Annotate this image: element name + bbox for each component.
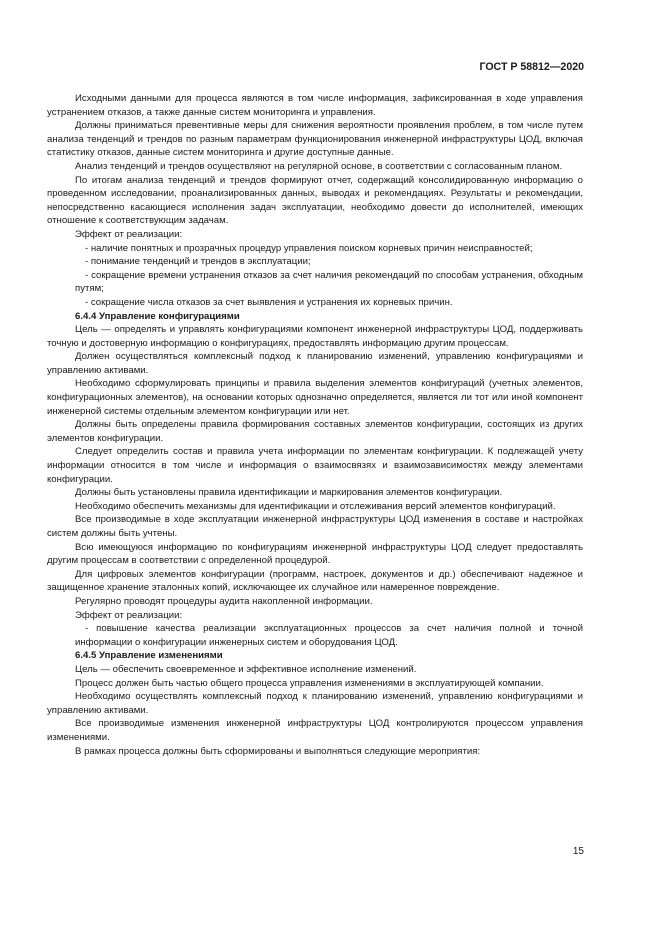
paragraph: Анализ тенденций и трендов осуществляют на регулярной основе, в соответствии с согласованным планом.: [75, 160, 563, 172]
paragraph: Всю имеющуюся информацию по конфигурациям инженерной инфраструктуры ЦОД следует предоставлять другим процессам в соответствии с определенной процедурой.: [47, 541, 583, 567]
paragraph: Все производимые в ходе эксплуатации инженерной инфраструктуры ЦОД изменения в составе и настройках систем должны быть учтены.: [47, 514, 583, 539]
paragraph: Должны приниматься превентивные меры для снижения вероятности проявления проблем, в том числе путем анализа тенденций и трендов по разным параметрам функционирования инженерной инфраструктуры ЦОД, включая статистику отказов, данные систем мониторинга и другие доступные данные.: [47, 120, 583, 159]
list-item: - повышение качества реализации эксплуатационных процессов за счет наличия полной и точной информации о конфигурации инженерных систем и оборудования ЦОД.: [75, 623, 583, 648]
list-item: - сокращение времени устранения отказов за счет наличия рекомендаций по способам устранения, обходным путям;: [75, 269, 583, 295]
paragraph: Цель — определять и управлять конфигурациями компонент инженерной инфраструктуры ЦОД, поддерживать точную и достоверную информацию о конфигурациях, предоставлять информацию другим процессам.: [47, 324, 583, 349]
paragraph: Должен осуществляться комплексный подход к планированию изменений, управлению конфигурациями и управлению активами.: [47, 351, 583, 376]
paragraph: Регулярно проводят процедуры аудита накопленной информации.: [75, 595, 373, 607]
paragraph: Процесс должен быть частью общего процесса управления изменениями в эксплуатирующей компании.: [75, 677, 544, 689]
paragraph: Все производимые изменения инженерной инфраструктуры ЦОД контролируются процессом управления изменениями.: [47, 718, 583, 743]
section-heading: 6.4.4 Управление конфигурациями: [75, 310, 240, 322]
paragraph: Необходимо осуществлять комплексный подход к планированию изменений, управлению конфигурациями и управлению активами.: [47, 691, 583, 716]
list-item: - сокращение числа отказов за счет выявления и устранения их корневых причин.: [85, 296, 453, 308]
paragraph: Следует определить состав и правила учета информации по элементам конфигурации. К подлежащей учету информации относится в том числе и информация о взаимосвязях и взаимозависимостях между элементами конфигурации.: [47, 446, 583, 485]
paragraph: Необходимо обеспечить механизмы для идентификации и отслеживания версий элементов конфигураций.: [75, 500, 556, 512]
paragraph: Необходимо сформулировать принципы и правила выделения элементов конфигураций (учетных элементов, конфигурационных элементов), на основании которых однозначно определяется, является ли тот или иной компонент инженерной системы отдельным элементом конфигурации или нет.: [47, 378, 583, 417]
paragraph: Исходными данными для процесса являются в том числе информация, зафиксированная в ходе управления устранением отказов, а также данные систем мониторинга и управления.: [47, 93, 583, 118]
paragraph: Для цифровых элементов конфигурации (программ, настроек, документов и др.) обеспечивают надежное и защищенное хранение эталонных копий, исключающее их случайное или намеренное повреждение.: [47, 568, 583, 594]
paragraph: Цель — обеспечить своевременное и эффективное исполнение изменений.: [75, 663, 417, 675]
paragraph: Эффект от реализации:: [75, 228, 183, 240]
document-header: ГОСТ Р 58812—2020: [479, 61, 584, 73]
paragraph: Эффект от реализации:: [75, 609, 183, 621]
document-body: [47, 92, 583, 758]
paragraph: В рамках процесса должны быть сформированы и выполняться следующие мероприятия:: [75, 745, 481, 757]
paragraph: Должны быть установлены правила идентификации и маркирования элементов конфигурации.: [75, 487, 503, 499]
section-heading: 6.4.5 Управление изменениями: [75, 650, 223, 662]
list-item: - наличие понятных и прозрачных процедур управления поиском корневых причин неисправностей;: [85, 242, 533, 254]
list-item: - понимание тенденций и трендов в эксплуатации;: [85, 256, 311, 268]
page-number: 15: [572, 846, 584, 857]
paragraph: Должны быть определены правила формирования составных элементов конфигурации, состоящих из других элементов конфигурации.: [47, 419, 583, 444]
paragraph: По итогам анализа тенденций и трендов формируют отчет, содержащий консолидированную информацию о проведенном исследовании, проанализированных данных, выводах и рекомендациях. Результаты и рекомендации, непосредственно касающиеся исполнения задач эксплуатации, необходимо довести до исполнителей, имеющих отношение к соответствующим задачам.: [47, 174, 583, 227]
